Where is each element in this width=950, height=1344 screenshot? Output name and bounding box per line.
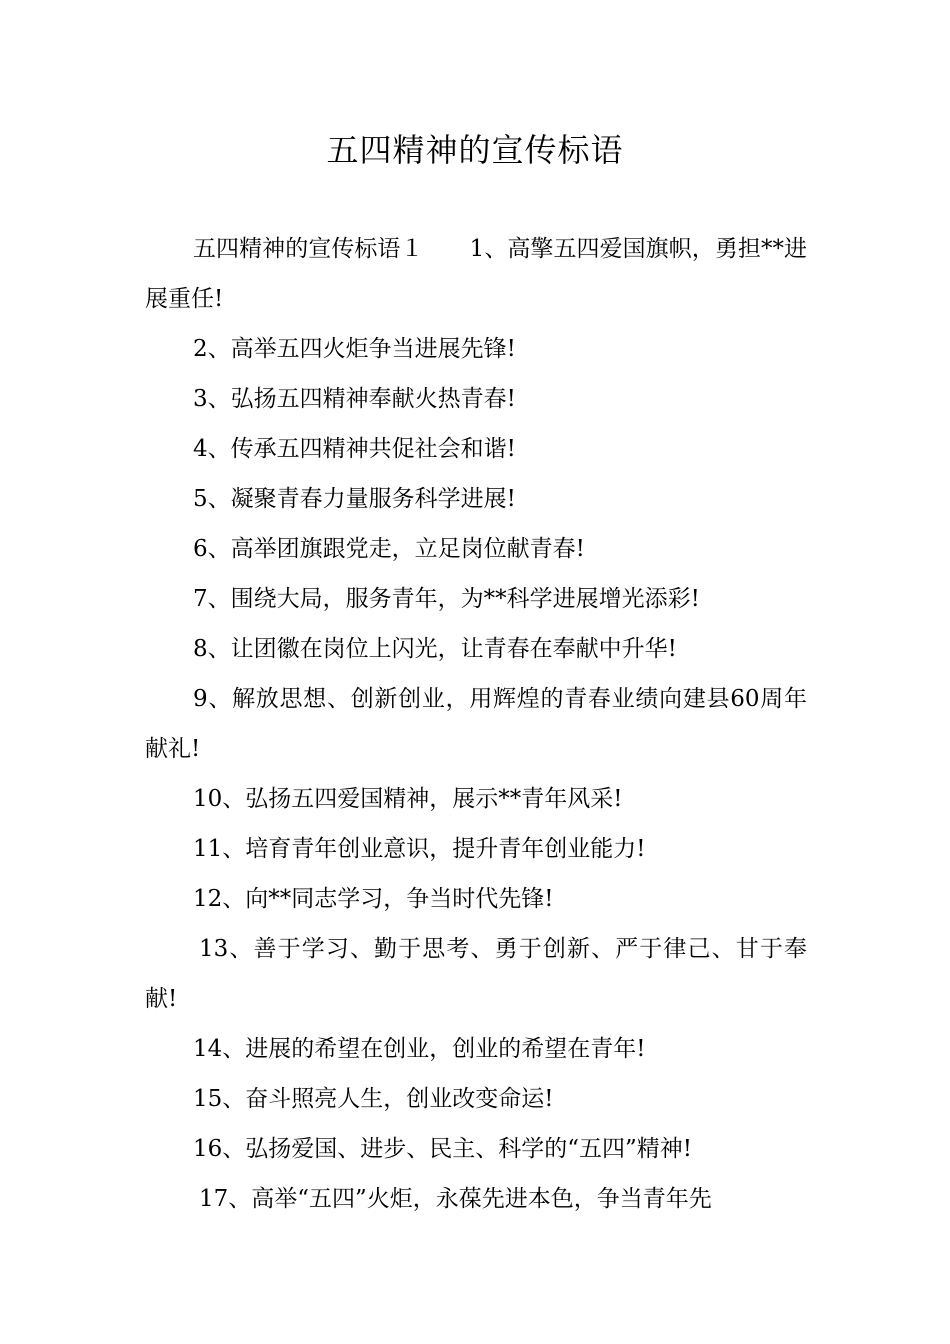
paragraph-4: 4、传承五四精神共促社会和谐! — [193, 436, 516, 462]
paragraph-12: 12、向**同志学习，争当时代先锋! — [193, 886, 554, 912]
paragraph-7: 7、围绕大局，服务青年，为**科学进展增光添彩! — [193, 586, 700, 612]
paragraph-9: 9、解放思想、创新创业，用辉煌的青春业绩向建县60周年献礼! — [145, 686, 807, 762]
paragraph-10: 10、弘扬五四爱国精神，展示**青年风采! — [193, 786, 623, 812]
document-title: 五四精神的宣传标语 — [326, 131, 624, 169]
paragraph-2: 2、高举五四火炬争当进展先锋! — [193, 336, 516, 362]
paragraph-15: 15、奋斗照亮人生，创业改变命运! — [193, 1086, 554, 1112]
paragraph-1: 五四精神的宣传标语１ 1、高擎五四爱国旗帜，勇担**进展重任! — [145, 236, 807, 312]
document-body — [145, 224, 807, 1224]
paragraph-8: 8、让团徽在岗位上闪光，让青春在奉献中升华! — [193, 636, 677, 662]
paragraph-13: 13、善于学习、勤于思考、勇于创新、严于律己、甘于奉献! — [145, 936, 807, 1012]
paragraph-5: 5、凝聚青春力量服务科学进展! — [193, 486, 516, 512]
paragraph-17: 17、高举“五四”火炬，永葆先进本色，争当青年先 — [199, 1186, 712, 1212]
paragraph-11: 11、培育青年创业意识，提升青年创业能力! — [193, 836, 646, 862]
paragraph-14: 14、进展的希望在创业，创业的希望在青年! — [193, 1036, 646, 1062]
paragraph-6: 6、高举团旗跟党走，立足岗位献青春! — [193, 536, 585, 562]
paragraph-3: 3、弘扬五四精神奉献火热青春! — [193, 386, 516, 412]
paragraph-16: 16、弘扬爱国、进步、民主、科学的“五四”精神! — [193, 1136, 693, 1162]
